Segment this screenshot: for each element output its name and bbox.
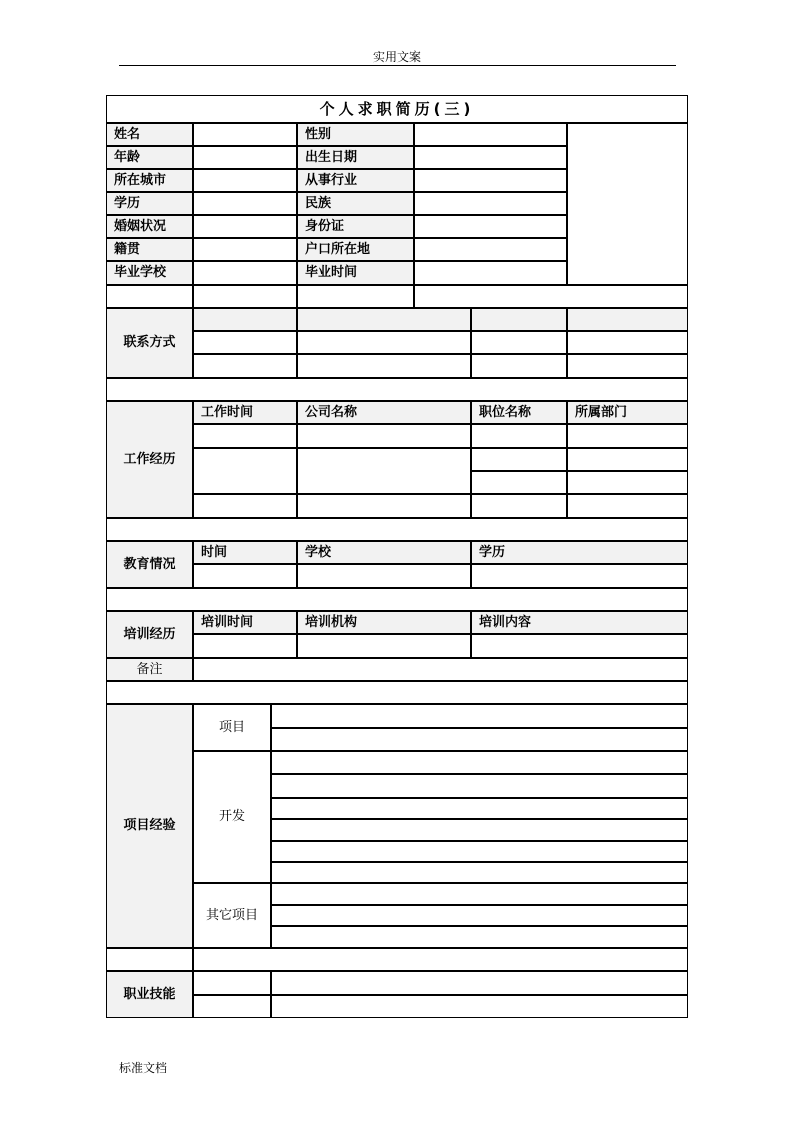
edu-col-time: 时间 (193, 541, 297, 564)
extra-cell[interactable] (106, 285, 193, 308)
skill-cell[interactable] (271, 971, 688, 995)
contact-cell[interactable] (193, 354, 297, 378)
projects-section-label: 项目经验 (106, 704, 193, 948)
contact-header-cell (297, 308, 471, 331)
label-hukou-location: 户口所在地 (297, 238, 414, 261)
label-gender: 性别 (297, 123, 414, 146)
label-name: 姓名 (106, 123, 193, 146)
birth-date-field[interactable] (414, 146, 567, 169)
work-col-position: 职位名称 (471, 401, 567, 424)
work-col-department: 所属部门 (567, 401, 688, 424)
blank-cell[interactable] (193, 948, 688, 971)
work-cell[interactable] (567, 424, 688, 448)
label-industry: 从事行业 (297, 169, 414, 192)
training-col-content: 培训内容 (471, 611, 688, 634)
project-line[interactable] (271, 751, 688, 774)
label-ethnicity: 民族 (297, 192, 414, 215)
project-line[interactable] (271, 841, 688, 862)
project-line[interactable] (271, 862, 688, 883)
training-section-label: 培训经历 (106, 611, 193, 658)
project-line[interactable] (271, 798, 688, 819)
id-card-field[interactable] (414, 215, 567, 238)
remarks-field[interactable] (193, 658, 688, 681)
work-cell[interactable] (297, 424, 471, 448)
work-cell[interactable] (193, 494, 297, 518)
edu-col-degree: 学历 (471, 541, 688, 564)
label-education: 学历 (106, 192, 193, 215)
edu-cell[interactable] (297, 564, 471, 588)
training-col-institution: 培训机构 (297, 611, 471, 634)
contact-header-cell (567, 308, 688, 331)
label-id-card: 身份证 (297, 215, 414, 238)
work-cell[interactable] (567, 471, 688, 494)
work-cell[interactable] (193, 424, 297, 448)
contact-cell[interactable] (193, 331, 297, 354)
work-cell[interactable] (471, 448, 567, 471)
photo-box[interactable] (567, 123, 688, 285)
ethnicity-field[interactable] (414, 192, 567, 215)
age-field[interactable] (193, 146, 297, 169)
work-cell[interactable] (297, 448, 471, 494)
project-line[interactable] (271, 883, 688, 905)
contact-cell[interactable] (297, 331, 471, 354)
work-col-company: 公司名称 (297, 401, 471, 424)
label-city: 所在城市 (106, 169, 193, 192)
work-cell[interactable] (567, 448, 688, 471)
contact-header-cell (471, 308, 567, 331)
city-field[interactable] (193, 169, 297, 192)
contact-cell[interactable] (567, 331, 688, 354)
project-line[interactable] (271, 728, 688, 751)
label-graduation-date: 毕业时间 (297, 261, 414, 285)
label-native-place: 籍贯 (106, 238, 193, 261)
native-place-field[interactable] (193, 238, 297, 261)
work-cell[interactable] (193, 448, 297, 494)
education-field[interactable] (193, 192, 297, 215)
training-col-time: 培训时间 (193, 611, 297, 634)
edu-col-school: 学校 (297, 541, 471, 564)
project-group-label: 开发 (193, 751, 271, 883)
skills-section-label: 职业技能 (106, 971, 193, 1018)
project-line[interactable] (271, 774, 688, 798)
industry-field[interactable] (414, 169, 567, 192)
work-col-time: 工作时间 (193, 401, 297, 424)
project-group-label: 项目 (193, 704, 271, 751)
project-line[interactable] (271, 905, 688, 926)
contact-header-cell (193, 308, 297, 331)
project-line[interactable] (271, 819, 688, 841)
edu-cell[interactable] (471, 564, 688, 588)
skill-cell[interactable] (193, 971, 271, 995)
spacer-row (106, 588, 688, 611)
education-section-label: 教育情况 (106, 541, 193, 588)
contact-cell[interactable] (471, 354, 567, 378)
training-cell[interactable] (471, 634, 688, 658)
skill-cell[interactable] (193, 995, 271, 1018)
page-header: 实用文案 (372, 50, 421, 64)
extra-cell[interactable] (193, 285, 297, 308)
graduation-date-field[interactable] (414, 261, 567, 285)
project-group-label: 其它项目 (193, 883, 271, 948)
contact-section-label: 联系方式 (106, 308, 193, 378)
edu-cell[interactable] (193, 564, 297, 588)
name-field[interactable] (193, 123, 297, 146)
contact-cell[interactable] (297, 354, 471, 378)
spacer-row (106, 378, 688, 401)
blank-cell[interactable] (106, 948, 193, 971)
page-footer: 标准文档 (119, 1061, 168, 1075)
gender-field[interactable] (414, 123, 567, 146)
hukou-location-field[interactable] (414, 238, 567, 261)
training-cell[interactable] (297, 634, 471, 658)
label-marital-status: 婚姻状况 (106, 215, 193, 238)
spacer-row (106, 518, 688, 541)
spacer-row (106, 681, 688, 704)
work-cell[interactable] (297, 494, 471, 518)
label-graduate-school: 毕业学校 (106, 261, 193, 285)
label-birth-date: 出生日期 (297, 146, 414, 169)
skill-cell[interactable] (271, 995, 688, 1018)
work-cell[interactable] (471, 424, 567, 448)
project-line[interactable] (271, 704, 688, 728)
work-cell[interactable] (471, 471, 567, 494)
label-age: 年龄 (106, 146, 193, 169)
work-section-label: 工作经历 (106, 401, 193, 518)
contact-cell[interactable] (471, 331, 567, 354)
work-cell[interactable] (471, 494, 567, 518)
form-title: 个人求职简历(三) (106, 95, 688, 123)
graduate-school-field[interactable] (193, 261, 297, 285)
extra-cell[interactable] (414, 285, 688, 308)
marital-status-field[interactable] (193, 215, 297, 238)
work-cell[interactable] (567, 494, 688, 518)
remarks-label: 备注 (106, 658, 193, 681)
extra-cell[interactable] (297, 285, 414, 308)
contact-cell[interactable] (567, 354, 688, 378)
training-cell[interactable] (193, 634, 297, 658)
project-line[interactable] (271, 926, 688, 948)
